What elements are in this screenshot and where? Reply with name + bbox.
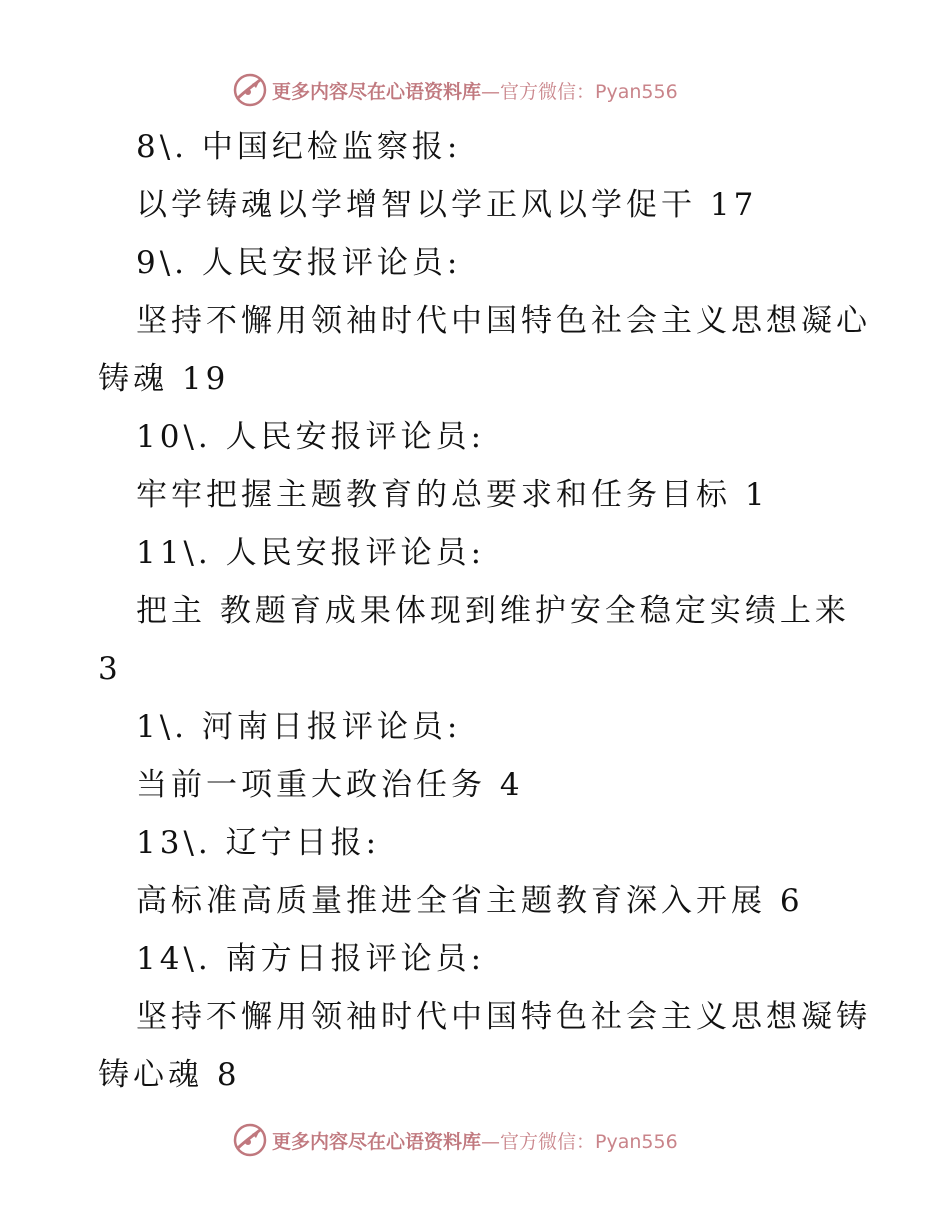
toc-heading-12: 1\. 河南日报评论员:	[136, 709, 462, 745]
toc-heading-11: 11\. 人民安报评论员:	[136, 535, 486, 571]
header-watermark	[232, 70, 678, 110]
toc-entry-8: 以学铸魂以学增智以学正风以学促干 17	[136, 187, 758, 223]
toc-heading-8: 8\. 中国纪检监察报:	[136, 129, 462, 165]
toc-entry-9-cont: 铸魂 19	[98, 361, 230, 397]
toc-heading-14: 14\. 南方日报评论员:	[136, 941, 486, 977]
toc-entry-12: 当前一项重大政治任务 4	[136, 767, 524, 803]
toc-entry-13: 高标准高质量推进全省主题教育深入开展 6	[136, 883, 804, 919]
toc-entry-14-cont: 铸心魂 8	[98, 1057, 241, 1093]
toc-heading-9: 9\. 人民安报评论员:	[136, 245, 462, 281]
watermark-text: 更多内容尽在心语资料库—官方微信：Pyan556	[272, 1130, 678, 1153]
pen-nib-logo-icon	[232, 72, 268, 108]
toc-heading-10: 10\. 人民安报评论员:	[136, 419, 486, 455]
toc-entry-9: 坚持不懈用领袖时代中国特色社会主义思想凝心	[136, 303, 871, 339]
toc-entry-11: 把主 教题育成果体现到维护安全稳定实绩上来	[136, 593, 850, 629]
toc-entry-11-cont: 3	[98, 651, 122, 687]
watermark-text: 更多内容尽在心语资料库—官方微信：Pyan556	[272, 80, 678, 103]
document-body	[0, 118, 950, 1104]
toc-entry-10: 牢牢把握主题教育的总要求和任务目标 1	[136, 477, 769, 513]
toc-heading-13: 13\. 辽宁日报:	[136, 825, 381, 861]
footer-watermark	[232, 1120, 678, 1160]
toc-entry-14: 坚持不懈用领袖时代中国特色社会主义思想凝铸	[136, 999, 871, 1035]
pen-nib-logo-icon	[232, 1122, 268, 1158]
